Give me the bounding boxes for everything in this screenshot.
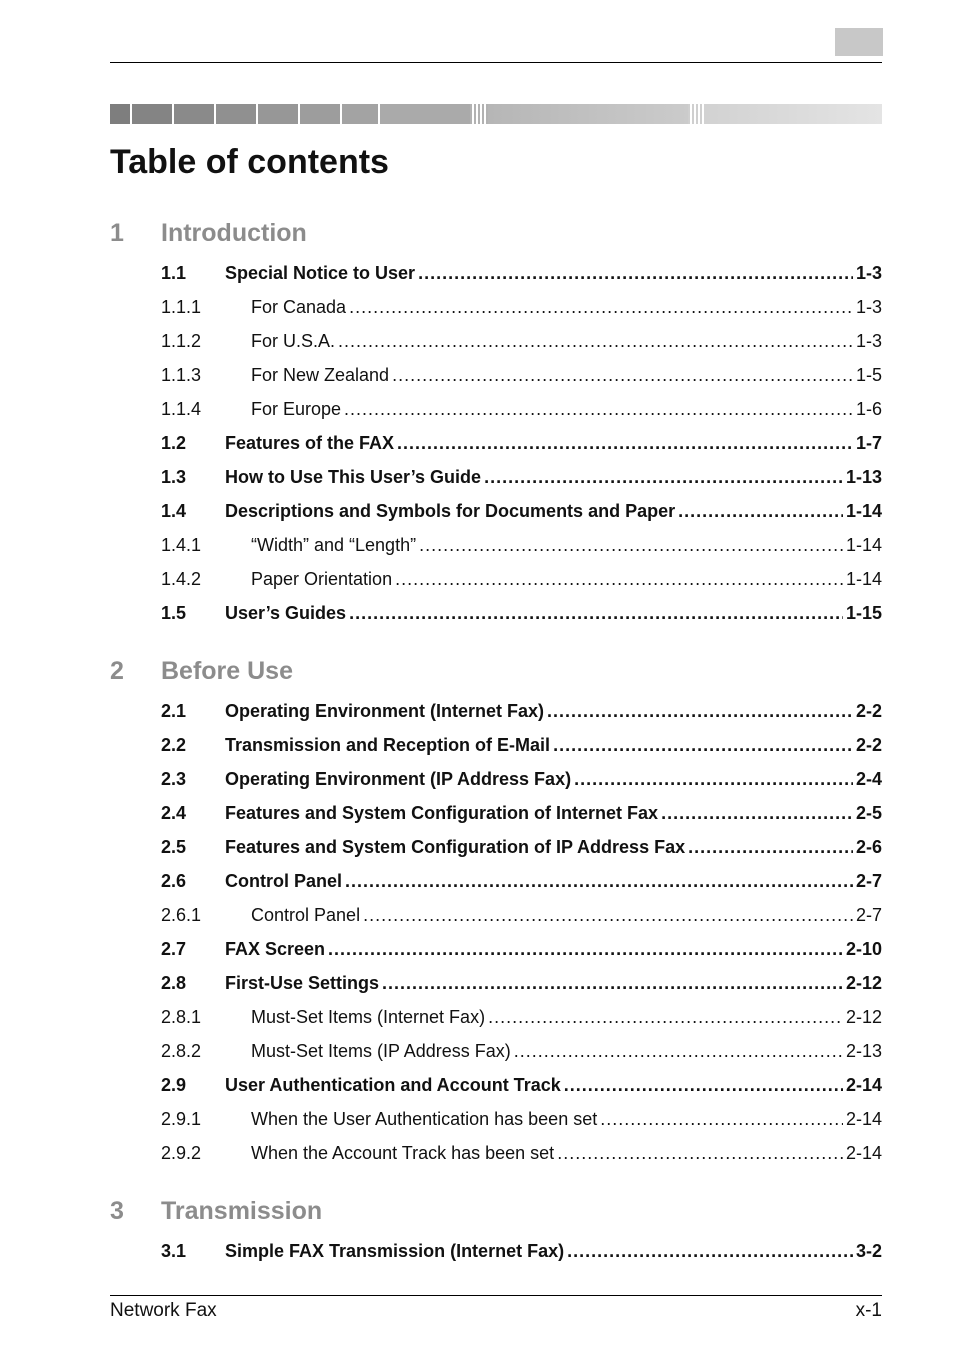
entry-page: 2-13 bbox=[845, 1041, 882, 1061]
entry-number: 1.1.4 bbox=[161, 399, 202, 419]
dot-leader bbox=[557, 1136, 843, 1170]
entry-number: 3.1 bbox=[161, 1241, 187, 1261]
entry-label: Paper Orientation bbox=[251, 569, 393, 589]
dot-leader bbox=[600, 1102, 843, 1136]
entry-label: Must-Set Items (Internet Fax) bbox=[251, 1007, 486, 1027]
entry-label: Control Panel bbox=[251, 905, 361, 925]
toc-entry[interactable] bbox=[110, 728, 882, 762]
entry-number: 1.3 bbox=[161, 467, 187, 487]
toc-entry[interactable] bbox=[110, 694, 882, 728]
entry-page: 2-2 bbox=[855, 701, 882, 721]
entry-page: 3-2 bbox=[855, 1241, 882, 1261]
entry-page: 1-5 bbox=[855, 365, 882, 385]
entry-number: 2.4 bbox=[161, 803, 187, 823]
dot-leader bbox=[382, 966, 843, 1000]
toc-entry[interactable] bbox=[110, 1068, 882, 1102]
dot-leader bbox=[392, 358, 853, 392]
toc-entry[interactable] bbox=[110, 256, 882, 290]
entry-number: 1.4.2 bbox=[161, 569, 202, 589]
entry-number: 2.9.2 bbox=[161, 1143, 202, 1163]
entry-label: FAX Screen bbox=[225, 939, 326, 959]
entry-label: Simple FAX Transmission (Internet Fax) bbox=[225, 1241, 565, 1261]
entry-label: Operating Environment (IP Address Fax) bbox=[225, 769, 572, 789]
dot-leader bbox=[397, 426, 853, 460]
chapter-heading bbox=[110, 650, 882, 692]
entry-page: 1-7 bbox=[855, 433, 882, 453]
dot-leader bbox=[567, 1234, 853, 1268]
dot-leader bbox=[345, 864, 853, 898]
entry-label: For Canada bbox=[251, 297, 347, 317]
dot-leader bbox=[488, 1000, 843, 1034]
chapter-title: Introduction bbox=[161, 218, 307, 247]
entry-page: 1-14 bbox=[845, 535, 882, 555]
entry-page: 1-14 bbox=[845, 501, 882, 521]
entry-label: Special Notice to User bbox=[225, 263, 416, 283]
entry-page: 2-12 bbox=[845, 973, 882, 993]
dot-leader bbox=[553, 728, 853, 762]
entry-label: For U.S.A. bbox=[251, 331, 336, 351]
entry-page: 1-3 bbox=[855, 263, 882, 283]
entry-label: How to Use This User’s Guide bbox=[225, 467, 482, 487]
entry-number: 2.3 bbox=[161, 769, 187, 789]
chapter-title: Before Use bbox=[161, 656, 293, 685]
toc-entry[interactable] bbox=[110, 460, 882, 494]
dot-leader bbox=[574, 762, 853, 796]
toc-entry[interactable] bbox=[110, 494, 882, 528]
entry-number: 2.7 bbox=[161, 939, 187, 959]
chapter-title: Transmission bbox=[161, 1196, 323, 1225]
dot-leader bbox=[418, 256, 853, 290]
entry-number: 2.9 bbox=[161, 1075, 187, 1095]
header-tab-marker bbox=[835, 28, 883, 56]
entry-page: 2-14 bbox=[845, 1109, 882, 1129]
entry-label: Features and System Configuration of Internet Fax bbox=[225, 803, 659, 823]
toc-entry[interactable] bbox=[110, 864, 882, 898]
toc-entry[interactable] bbox=[110, 1136, 882, 1170]
dot-leader bbox=[419, 528, 843, 562]
dot-leader bbox=[514, 1034, 843, 1068]
entry-page: 2-2 bbox=[855, 735, 882, 755]
toc-entry[interactable] bbox=[110, 596, 882, 630]
entry-page: 2-12 bbox=[845, 1007, 882, 1027]
entry-number: 2.9.1 bbox=[161, 1109, 202, 1129]
decorative-title-band bbox=[110, 104, 882, 124]
toc-entry[interactable] bbox=[110, 426, 882, 460]
dot-leader bbox=[688, 830, 853, 864]
dot-leader bbox=[349, 290, 853, 324]
toc-entry[interactable] bbox=[110, 1000, 882, 1034]
entry-page: 1-3 bbox=[855, 331, 882, 351]
entry-label: For Europe bbox=[251, 399, 342, 419]
entry-number: 1.2 bbox=[161, 433, 187, 453]
dot-leader bbox=[349, 596, 843, 630]
entry-page: 2-7 bbox=[855, 871, 882, 891]
dot-leader bbox=[338, 324, 853, 358]
entry-page: 2-5 bbox=[855, 803, 882, 823]
entry-label: For New Zealand bbox=[251, 365, 390, 385]
toc-entry[interactable] bbox=[110, 966, 882, 1000]
entry-label: When the User Authentication has been set bbox=[251, 1109, 598, 1129]
entry-page: 2-14 bbox=[845, 1075, 882, 1095]
entry-page: 1-3 bbox=[855, 297, 882, 317]
chapter-heading bbox=[110, 212, 882, 254]
dot-leader bbox=[484, 460, 843, 494]
table-of-contents bbox=[110, 212, 882, 1268]
entry-number: 1.1.2 bbox=[161, 331, 202, 351]
toc-entry[interactable] bbox=[110, 392, 882, 426]
entry-label: “Width” and “Length” bbox=[251, 535, 417, 555]
entry-label: Must-Set Items (IP Address Fax) bbox=[251, 1041, 511, 1061]
entry-label: Features and System Configuration of IP Address Fax bbox=[225, 837, 686, 857]
toc-entry[interactable] bbox=[110, 762, 882, 796]
entry-page: 2-6 bbox=[855, 837, 882, 857]
entry-page: 2-7 bbox=[855, 905, 882, 925]
dot-leader bbox=[564, 1068, 843, 1102]
entry-number: 2.5 bbox=[161, 837, 187, 857]
entry-page: 2-4 bbox=[855, 769, 882, 789]
entry-label: Control Panel bbox=[225, 871, 343, 891]
entry-number: 2.8.2 bbox=[161, 1041, 202, 1061]
toc-entry[interactable] bbox=[110, 358, 882, 392]
entry-number: 1.5 bbox=[161, 603, 187, 623]
entry-number: 2.6 bbox=[161, 871, 187, 891]
entry-page: 1-13 bbox=[845, 467, 882, 487]
entry-number: 1.4.1 bbox=[161, 535, 202, 555]
entry-label: Transmission and Reception of E-Mail bbox=[225, 735, 551, 755]
entry-number: 2.8.1 bbox=[161, 1007, 202, 1027]
toc-entry[interactable] bbox=[110, 796, 882, 830]
entry-number: 1.1.3 bbox=[161, 365, 202, 385]
toc-entry[interactable] bbox=[110, 562, 882, 596]
footer-page-number: x-1 bbox=[855, 1300, 882, 1321]
entry-number: 1.1 bbox=[161, 263, 187, 283]
toc-entry[interactable] bbox=[110, 830, 882, 864]
dot-leader bbox=[344, 392, 853, 426]
header-rule bbox=[110, 62, 882, 63]
entry-page: 1-14 bbox=[845, 569, 882, 589]
entry-number: 2.2 bbox=[161, 735, 187, 755]
footer-rule bbox=[110, 1295, 882, 1296]
chapter-heading bbox=[110, 1190, 882, 1232]
entry-page: 2-10 bbox=[845, 939, 882, 959]
entry-label: Operating Environment (Internet Fax) bbox=[225, 701, 545, 721]
entry-label: When the Account Track has been set bbox=[251, 1143, 555, 1163]
entry-label: User Authentication and Account Track bbox=[225, 1075, 561, 1095]
chapter-number: 3 bbox=[110, 1196, 124, 1225]
entry-label: First-Use Settings bbox=[225, 973, 380, 993]
toc-entry[interactable] bbox=[110, 898, 882, 932]
entry-page: 1-6 bbox=[855, 399, 882, 419]
dot-leader bbox=[328, 932, 843, 966]
entry-number: 2.1 bbox=[161, 701, 187, 721]
dot-leader bbox=[363, 898, 853, 932]
toc-entry[interactable] bbox=[110, 932, 882, 966]
dot-leader bbox=[678, 494, 843, 528]
toc-entry[interactable] bbox=[110, 290, 882, 324]
toc-entry[interactable] bbox=[110, 1034, 882, 1068]
entry-label: User’s Guides bbox=[225, 603, 347, 623]
toc-entry[interactable] bbox=[110, 324, 882, 358]
chapter-number: 2 bbox=[110, 656, 124, 685]
entry-page: 1-15 bbox=[845, 603, 882, 623]
entry-label: Descriptions and Symbols for Documents and Paper bbox=[225, 501, 676, 521]
toc-entry[interactable] bbox=[110, 1102, 882, 1136]
toc-entry[interactable] bbox=[110, 1234, 882, 1268]
entry-number: 2.6.1 bbox=[161, 905, 202, 925]
dot-leader bbox=[547, 694, 853, 728]
entry-number: 2.8 bbox=[161, 973, 187, 993]
chapter-number: 1 bbox=[110, 218, 124, 247]
entry-label: Features of the FAX bbox=[225, 433, 395, 453]
page-title: Table of contents bbox=[110, 143, 389, 181]
toc-entry[interactable] bbox=[110, 528, 882, 562]
entry-number: 1.1.1 bbox=[161, 297, 202, 317]
entry-page: 2-14 bbox=[845, 1143, 882, 1163]
entry-number: 1.4 bbox=[161, 501, 187, 521]
dot-leader bbox=[395, 562, 843, 596]
dot-leader bbox=[661, 796, 853, 830]
footer-manual-name: Network Fax bbox=[110, 1300, 217, 1321]
